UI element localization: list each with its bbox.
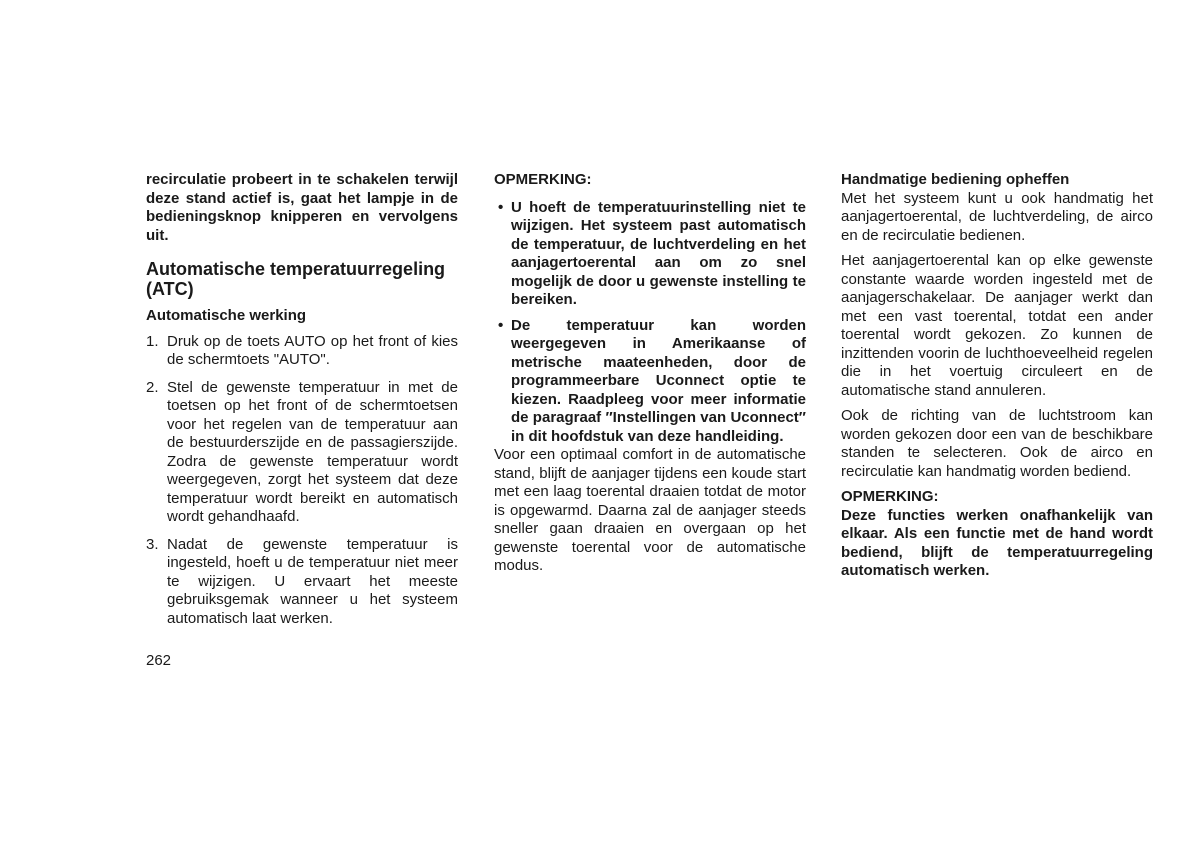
list-item [146, 379, 458, 527]
column-middle [494, 171, 806, 576]
paragraph-1: Met het systeem kunt u ook handmatig het aanjagertoerental, de luchtverdeling, de airco en de recirculatie bedienen. [841, 189, 1153, 244]
manual-override-heading: Handmatige bediening opheffen [841, 171, 1070, 188]
bullet-text: De temperatuur kan worden weergegeven in Amerikaanse of metrische maateenheden, door de programmeerbare Uconnect optie te kiezen. Raadpleeg voor meer informatie de paragraaf ″Instellingen van Uconnect″ in dit hoofdstuk van deze handleiding. [511, 316, 806, 445]
bullet-list [494, 199, 806, 447]
step-text: Druk op de toets AUTO op het front of kies de schermtoets "AUTO". [167, 332, 458, 368]
section-heading: Automatische temperatuurregeling (ATC) [146, 259, 446, 299]
list-item [494, 317, 806, 447]
steps-list [146, 333, 458, 629]
page-number: 262 [146, 652, 172, 669]
note-label: OPMERKING: [841, 488, 939, 505]
step-number: 3. [146, 535, 159, 553]
list-item [494, 199, 806, 310]
note-text: Deze functies werken onafhankelijk van elkaar. Als een functie met de hand wordt bediend, blijft de temperatuurregeling automatisch werken. [841, 506, 1153, 579]
subsection-heading: Automatische werking [146, 307, 307, 324]
bullet-icon: • [498, 198, 504, 216]
bullet-text: U hoeft de temperatuurinstelling niet te wijzigen. Het systeem past automatisch de temperatuur, de luchtverdeling en het aanjagertoerental aan om zo snel mogelijk de door u gewenste instelling te bereiken. [511, 198, 806, 308]
comfort-paragraph: Voor een optimaal comfort in de automatische stand, blijft de aanjager tijdens een koude start met een laag toerental draaien totdat de motor is opgewarmd. Daarna zal de aanjager steeds sneller gaan draaien en overgaan op het gewenste toerental voor de automatische modus. [494, 446, 806, 574]
intro-paragraph: recirculatie probeert in te schakelen terwijl deze stand actief is, gaat het lampje in de bedieningsknop knipperen en vervolgens uit. [146, 171, 458, 244]
note-label: OPMERKING: [494, 171, 592, 188]
column-right [841, 171, 1153, 581]
step-number: 1. [146, 332, 159, 350]
list-item [146, 536, 458, 629]
step-number: 2. [146, 378, 159, 396]
bullet-icon: • [498, 316, 504, 334]
list-item [146, 333, 458, 370]
step-text: Stel de gewenste temperatuur in met de toetsen op het front of de schermtoetsen voor het regelen van de temperatuur aan de bestuurderszijde en de passagierszijde. Zodra de gewenste temperatuur wordt weergegeven, zorgt het systeem dat deze temperatuur wordt bereikt en automatisch wordt gehandhaafd. [167, 378, 458, 525]
column-left [146, 171, 458, 637]
paragraph-3: Ook de richting van de luchtstroom kan worden gekozen door een van de beschikbare standen te selecteren. Ook de airco en recirculatie kan handmatig worden bediend. [841, 407, 1153, 480]
step-text: Nadat de gewenste temperatuur is ingesteld, hoeft u de temperatuur niet meer te wijzigen. U ervaart het meeste gebruiksgemak wanneer u het systeem automatisch laat werken. [167, 535, 458, 627]
paragraph-2: Het aanjagertoerental kan op elke gewenste constante waarde worden ingesteld met de aanjagerschakelaar. De aanjager werkt dan met een vast toerental, totdat een ander toerental wordt gekozen. Zo kunnen de inzittenden voorin de luchthoeveelheid regelen die in het voertuig circuleert en de automatische stand annuleren. [841, 252, 1153, 399]
